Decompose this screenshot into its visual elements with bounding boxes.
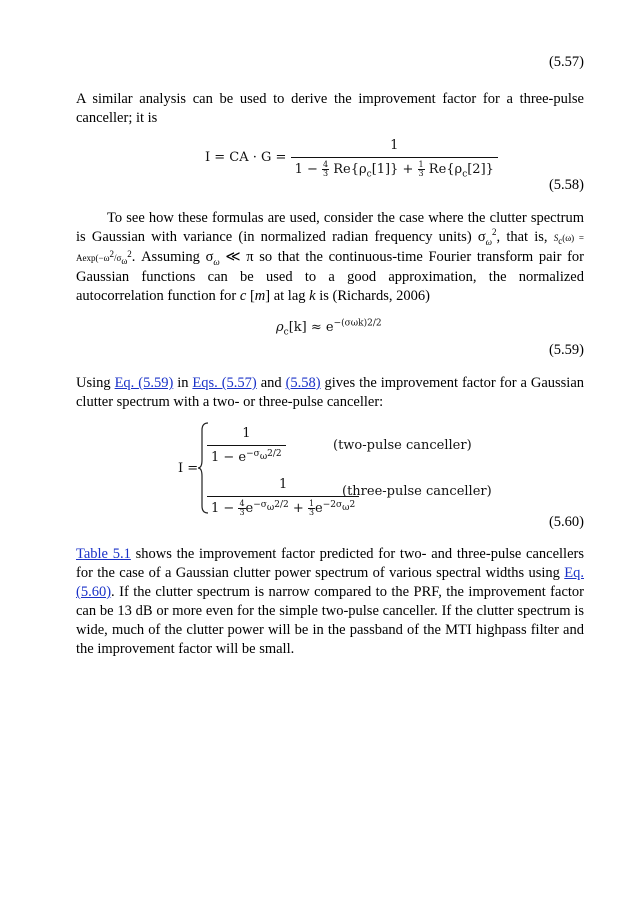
- eq560-label-two-pulse: (two-pulse canceller): [333, 438, 472, 453]
- eq560-label-three-pulse: (three-pulse canceller): [342, 484, 492, 499]
- link-eq-5-60[interactable]: Eq. (5.60): [76, 565, 584, 600]
- link-table-5-1[interactable]: Table 5.1: [76, 546, 131, 562]
- eq558-lhs: I = CA · G =: [205, 150, 287, 165]
- paragraph-using-equations: Using Eq. (5.59) in Eqs. (5.57) and (5.58) gives the improvement factor for a Gaussian clutter spectrum with a two- or three-pulse canceller:: [76, 375, 585, 410]
- paragraph-table-discussion: Table 5.1 shows the improvement factor predicted for two- and three-pulse cancellers for the case of a Gaussian clutter power spectrum of various spectral widths using Eq. (5.60). If the clutter spectrum is narrow compared to the PRF, the improvement factor can be 13 dB or more even for the simple two-pulse canceller. If the clutter spectrum is wide, much of the clutter power will be in the passband of the MTI highpass filter and the improvement factor will be small.: [76, 546, 584, 657]
- eq558-fraction: [291, 136, 498, 179]
- eq560-case-two-pulse: $\frac{1}{1 - e^{-\sigma_\omega 2/2}}$: [207, 424, 286, 467]
- equation-number-5-58: (5.58): [548, 177, 584, 193]
- eq560-lhs: I =: [178, 461, 199, 476]
- eq560-case-three-pulse: 1 1 − $\frac{4}{3}$ $e^{-\sigma_\omega 2/2}$ + $\frac{1}{3}$ $e^{-2\sigma_\omega 2}$: [207, 475, 359, 518]
- equation-number-5-60: (5.60): [548, 514, 584, 530]
- eq558-numerator: 1: [390, 138, 399, 153]
- eq558-denominator: 1 − $\frac{4}{3}$ $Re\{\rho_c[1]\}$ + $\frac{1}{3}$ $Re\{\rho_c[2]\}$: [291, 157, 498, 179]
- inline-spectrum-formula: $S_c(\omega) = Aexp(-\omega^2/\sigma_\omega^2$: [76, 233, 584, 266]
- link-eqs-5-57[interactable]: Eqs. (5.57): [192, 375, 257, 391]
- paragraph-gaussian-clutter: To see how these formulas are used, consider the case where the clutter spectrum is Gaussian with variance (in normalized radian frequency units) $\sigma_\omega^2$, that is, $S_c(\omega) = Aexp(-\omega^2/\sigma_\omega^2$. Assuming $\sigma_\omega$ ≪ π so that the continuous-time Fourier transform pair for Gaussian functions can be used to a good approximation, the normalized autocorrelation function for c [m] at lag k is (Richards, 2006): [76, 210, 584, 304]
- link-eq-5-59[interactable]: Eq. (5.59): [114, 375, 174, 391]
- link-eq-5-58[interactable]: (5.58): [285, 375, 321, 391]
- equation-5-58: [205, 136, 498, 179]
- paragraph-three-pulse-intro: A similar analysis can be used to derive the improvement factor for a three-pulse canceller; it is: [76, 91, 584, 126]
- equation-5-59: $\rho_c[k] \approx e^{-(\sigma\omega k)2/2}$: [276, 318, 382, 338]
- equation-number-5-57: (5.57): [548, 54, 584, 70]
- equation-number-5-59: (5.59): [548, 342, 584, 358]
